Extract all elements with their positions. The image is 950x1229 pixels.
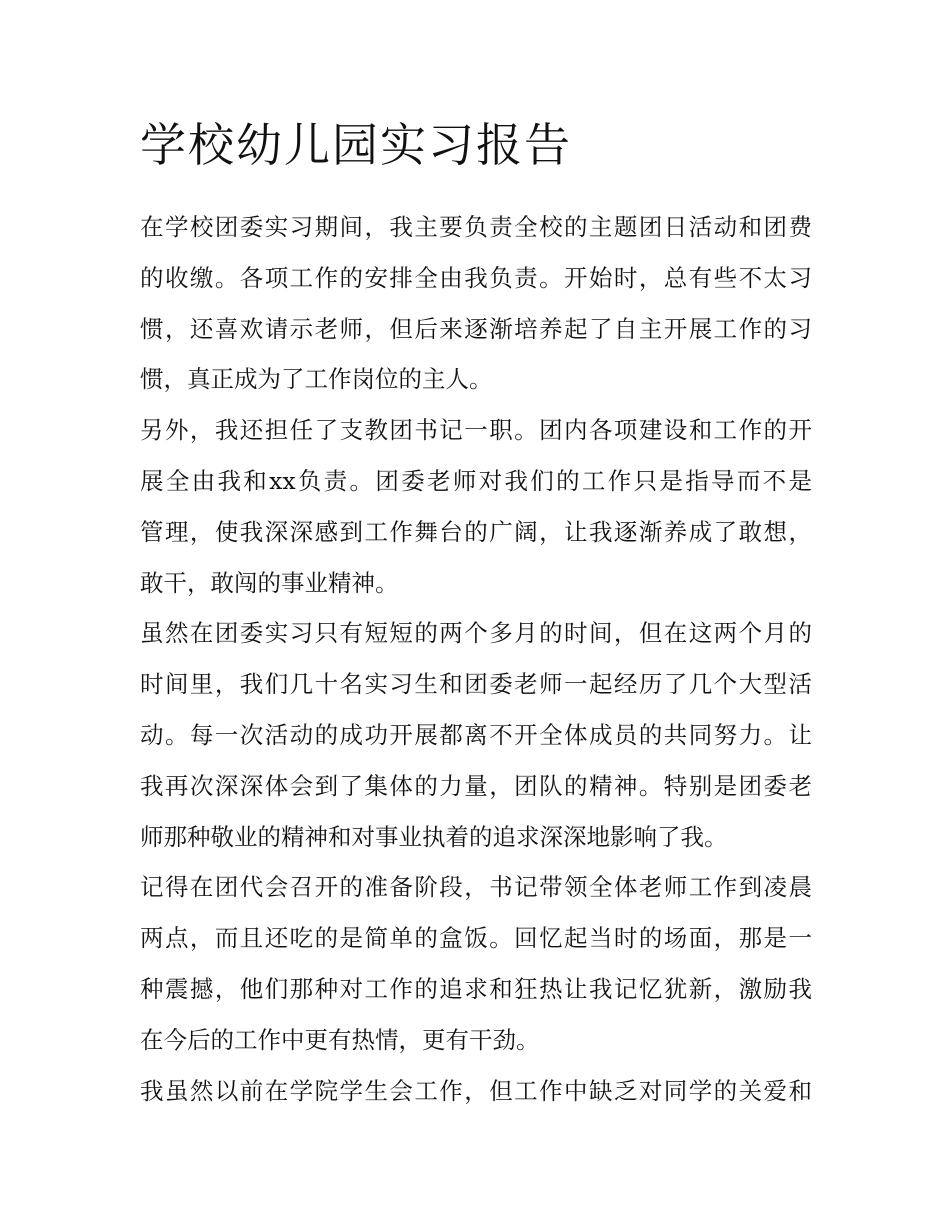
text-line: 敢干，敢闯的事业精神。: [140, 568, 399, 597]
text-line: 在学校团委实习期间，我主要负责全校的主题团日活动和团费: [140, 213, 812, 241]
text-line: 惯，真正成为了工作岗位的主人。: [140, 365, 493, 394]
text-line: 另外，我还担任了支教团书记一职。团内各项建设和工作的开: [140, 416, 812, 445]
paragraph: [140, 1066, 812, 1117]
text-line: 我再次深深体会到了集体的力量，团队的精神。特别是团委老: [140, 771, 812, 800]
document-title: 学校幼儿园实习报告: [140, 118, 572, 172]
text-line: 的收缴。各项工作的安排全由我负责。开始时，总有些不太习: [140, 263, 812, 292]
text-line: 师那种敬业的精神和对事业执着的追求深深地影响了我。: [140, 822, 728, 851]
text-line: 在今后的工作中更有热情，更有干劲。: [140, 1025, 540, 1054]
text-line: 动。每一次活动的成功开展都离不开全体成员的共同努力。让: [140, 720, 812, 749]
text-line: 虽然在团委实习只有短短的两个多月的时间，但在这两个月的: [140, 619, 812, 648]
text-line: 管理，使我深深感到工作舞台的广阔，让我逐渐养成了敢想，: [140, 517, 812, 546]
text-line: 记得在团代会召开的准备阶段，书记带领全体老师工作到凌晨: [140, 873, 812, 902]
document-body: [140, 202, 812, 1116]
text-line: 我虽然以前在学院学生会工作，但工作中缺乏对同学的关爱和: [140, 1076, 812, 1105]
paragraph: [140, 862, 812, 1065]
paragraph: [140, 202, 812, 405]
paragraph: [140, 608, 812, 862]
text-line: 时间里，我们几十名实习生和团委老师一起经历了几个大型活: [140, 670, 812, 699]
paragraph: [140, 405, 812, 608]
text-line: 种震撼，他们那种对工作的追求和狂热让我记忆犹新，激励我: [140, 974, 812, 1003]
text-line: 惯，还喜欢请示老师，但后来逐渐培养起了自主开展工作的习: [140, 314, 812, 343]
text-line: 展全由我和xx负责。团委老师对我们的工作只是指导而不是: [140, 466, 812, 495]
text-line: 两点，而且还吃的是简单的盒饭。回忆起当时的场面，那是一: [140, 924, 812, 953]
